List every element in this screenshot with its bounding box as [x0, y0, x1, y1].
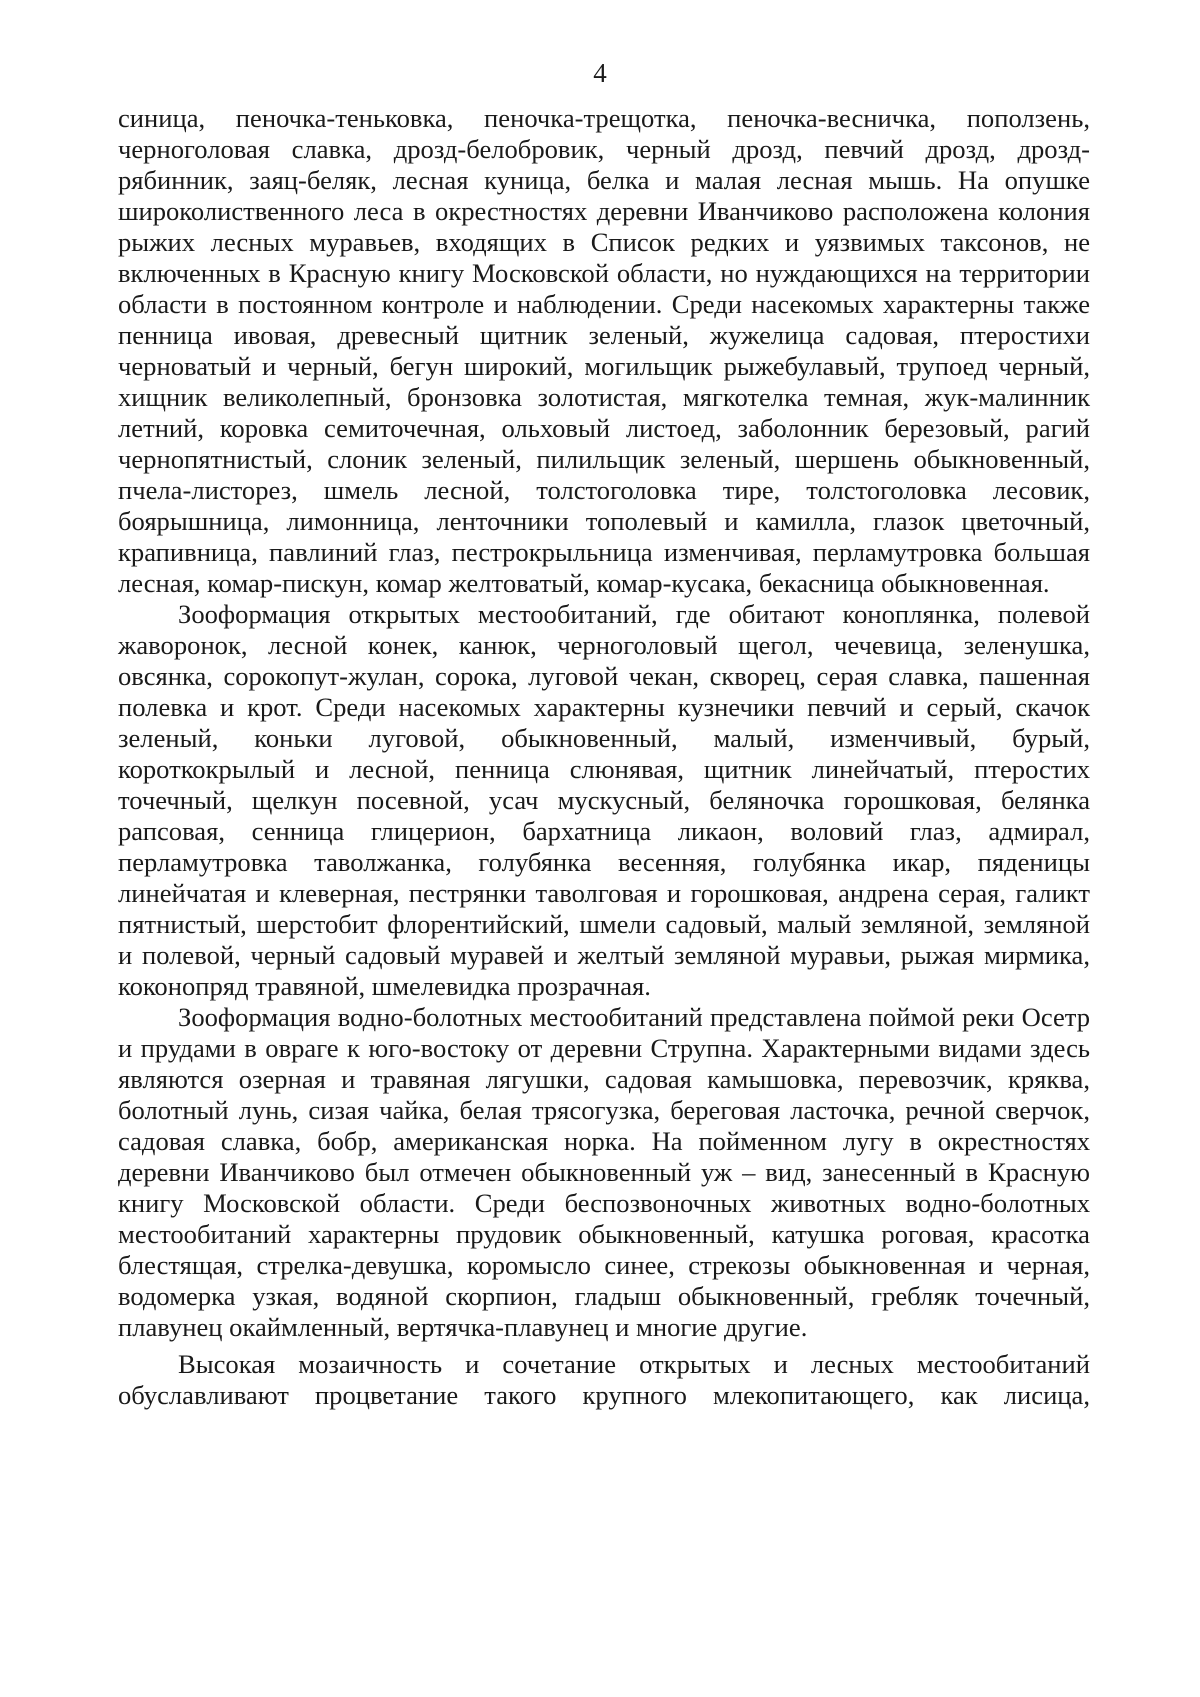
page-number: 4	[593, 58, 607, 88]
paragraph-wetland-habitats: Зооформация водно-болотных местообитаний представлена поймой реки Осетр и прудами в овраге к юго-востоку от деревни Струпна. Характерными видами здесь являются озерная и травяная лягушки, садовая камышовка, перевозчик, кряква, болотный лунь, сизая чайка, белая трясогузка, береговая ласточка, речной сверчок, садовая славка, бобр, американская норка. На пойменном лугу в окрестностях деревни Иванчиково был отмечен обыкновенный уж – вид, занесенный в Красную книгу Московской области. Среди беспозвоночных животных водно-болотных местообитаний характерны прудовик обыкновенный, катушка роговая, красотка блестящая, стрелка-девушка, коромысло синее, стрекозы обыкновенная и черная, водомерка узкая, водяной скорпион, гладыш обыкновенный, гребляк точечный, плавунец окаймленный, вертячка-плавунец и многие другие.	[118, 1002, 1090, 1342]
body-text	[118, 103, 1090, 1411]
paragraph-mosaic-habitats: Высокая мозаичность и сочетание открытых и лесных местообитаний обуславливают процветание такого крупного млекопитающего, как лисица,	[118, 1349, 1090, 1410]
paragraph-forest-fauna: синица, пеночка-теньковка, пеночка-трещотка, пеночка-весничка, поползень, черноголовая славка, дрозд-белобровик, черный дрозд, певчий дрозд, дрозд-рябинник, заяц-беляк, лесная куница, белка и малая лесная мышь. На опушке широколиственного леса в окрестностях деревни Иванчиково расположена колония рыжих лесных муравьев, входящих в Список редких и уязвимых таксонов, не включенных в Красную книгу Московской области, но нуждающихся на территории области в постоянном контроле и наблюдении. Среди насекомых характерны также пенница ивовая, древесный щитник зеленый, жужелица садовая, птеростихи черноватый и черный, бегун широкий, могильщик рыжебулавый, трупоед черный, хищник великолепный, бронзовка золотистая, мягкотелка темная, жук-малинник летний, коровка семиточечная, ольховый листоед, заболонник березовый, рагий чернопятнистый, слоник зеленый, пилильщик зеленый, шершень обыкновенный, пчела-листорез, шмель лесной, толстоголовка тире, толстоголовка лесовик, боярышница, лимонница, ленточники тополевый и камилла, глазок цветочный, крапивница, павлиний глаз, пестрокрыльница изменчивая, перламутровка большая лесная, комар-пискун, комар желтоватый, комар-кусака, бекасница обыкновенная.	[118, 103, 1090, 598]
paragraph-open-habitats: Зооформация открытых местообитаний, где обитают коноплянка, полевой жаворонок, лесной конек, канюк, черноголовый щегол, чечевица, зеленушка, овсянка, сорокопут-жулан, сорока, луговой чекан, скворец, серая славка, пашенная полевка и крот. Среди насекомых характерны кузнечики певчий и серый, скачок зеленый, коньки луговой, обыкновенный, малый, изменчивый, бурый, короткокрылый и лесной, пенница слюнявая, щитник линейчатый, птеростих точечный, щелкун посевной, усач мускусный, беляночка горошковая, белянка рапсовая, сенница глицерион, бархатница ликаон, воловий глаз, адмирал, перламутровка таволжанка, голубянка весенняя, голубянка икар, пяденицы линейчатая и клеверная, пестрянки таволговая и горошковая, андрена серая, галикт пятнистый, шерстобит флорентийский, шмели садовый, малый земляной, земляной и полевой, черный садовый муравей и желтый земляной муравьи, рыжая мирмика, коконопряд травяной, шмелевидка прозрачная.	[118, 599, 1090, 1001]
